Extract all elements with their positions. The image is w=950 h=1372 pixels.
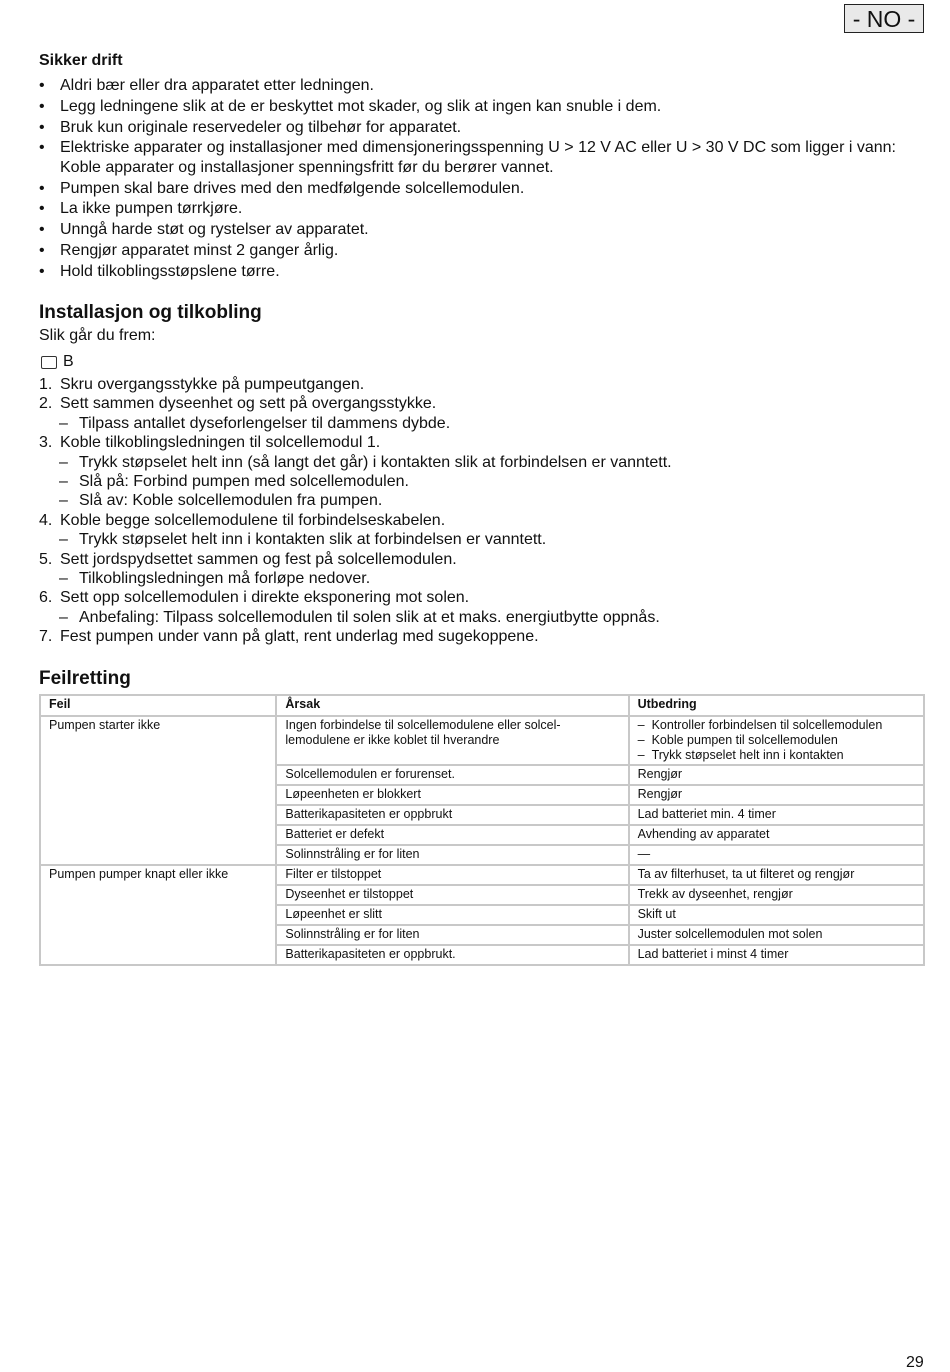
cause-cell: Solinnstråling er for liten [276, 845, 628, 865]
column-header: Årsak [276, 695, 628, 716]
step-number: 3. [39, 434, 53, 452]
safety-bullet-item: • Aldri bær eller dra apparatet etter ledningen. [39, 76, 909, 96]
safety-bullet-item: • La ikke pumpen tørrkjøre. [39, 199, 909, 219]
substep-text: Tilpass antallet dyseforlengelser til dammens dybde. [79, 414, 451, 432]
step-row [39, 511, 919, 530]
book-icon [41, 356, 57, 369]
safety-bullet-item: • Unngå harde støt og rystelser av apparatet. [39, 220, 909, 240]
safety-bullet-item: • Bruk kun originale reservedeler og tilbehør for apparatet. [39, 118, 909, 138]
substep-dash: – [59, 608, 68, 626]
substep-text: Trykk støpselet helt inn (så langt det går) i kontakten slik at forbindelsen er vanntett. [79, 453, 672, 471]
installation-step [39, 394, 919, 433]
remedy-cell: Juster solcellemodulen mot solen [629, 925, 924, 945]
step-substep [39, 472, 919, 491]
cause-cell: Ingen forbindelse til solcellemodulene eller solcel-lemodulene er ikke koblet til hverandre [276, 716, 628, 765]
installation-step [39, 375, 919, 394]
substep-dash: – [59, 414, 68, 432]
remedy-cell: Ta av filterhuset, ta ut filteret og rengjør [629, 865, 924, 885]
remedy-text: Koble pumpen til solcellemodulen [651, 733, 838, 747]
fault-cell: Pumpen pumper knapt eller ikke [40, 865, 276, 965]
remedy-cell: Trekk av dyseenhet, rengjør [629, 885, 924, 905]
remedy-dash: – [637, 748, 645, 762]
step-text: Sett sammen dyseenhet og sett på overgangsstykke. [60, 395, 437, 413]
safety-bullet-list [39, 76, 909, 283]
step-substep [39, 530, 919, 549]
troubleshooting-table [39, 694, 925, 966]
cause-cell: Batteriet er defekt [276, 825, 628, 845]
substep-text: Slå av: Koble solcellemodulen fra pumpen. [79, 492, 383, 510]
step-substep [39, 491, 919, 510]
step-number: 4. [39, 511, 53, 529]
safe-operation-heading: Sikker drift [39, 52, 123, 69]
step-row [39, 375, 919, 394]
step-number: 2. [39, 395, 53, 413]
step-number: 6. [39, 589, 53, 607]
step-substep [39, 453, 919, 472]
column-header: Feil [40, 695, 276, 716]
language-tag: - NO - [844, 4, 924, 33]
substep-dash: – [59, 492, 68, 510]
remedy-cell: Rengjør [629, 785, 924, 805]
page-number: 29 [906, 1354, 924, 1371]
installation-step [39, 511, 919, 550]
installation-step [39, 588, 919, 627]
installation-heading: Installasjon og tilkobling [39, 302, 262, 323]
step-substep [39, 569, 919, 588]
safety-bullet-item: • Hold tilkoblingsstøpslene tørre. [39, 262, 909, 282]
step-text: Fest pumpen under vann på glatt, rent underlag med sugekoppene. [60, 628, 539, 646]
safety-bullet-item: • Pumpen skal bare drives med den medfølgende solcellemodulen. [39, 179, 909, 199]
remedy-item [638, 748, 915, 763]
remedy-cell: — [629, 845, 924, 865]
table-row [40, 865, 924, 885]
remedy-text: Trykk støpselet helt inn i kontakten [651, 748, 844, 762]
step-row [39, 627, 919, 646]
cause-cell: Løpeenheten er blokkert [276, 785, 628, 805]
substep-dash: – [59, 473, 68, 491]
remedy-text: Kontroller forbindelsen til solcellemodulen [651, 718, 883, 732]
cause-cell: Filter er tilstoppet [276, 865, 628, 885]
step-row [39, 588, 919, 607]
cause-cell: Solcellemodulen er forurenset. [276, 765, 628, 785]
cause-cell: Batterikapasiteten er oppbrukt. [276, 945, 628, 965]
remedy-cell [629, 716, 924, 765]
table-row [40, 716, 924, 765]
step-substep [39, 414, 919, 433]
step-row [39, 394, 919, 413]
safety-bullet-item: • Rengjør apparatet minst 2 ganger årlig. [39, 241, 909, 261]
installation-intro: Slik går du frem: [39, 327, 156, 344]
substep-dash: – [59, 531, 68, 549]
column-header: Utbedring [629, 695, 924, 716]
installation-steps [39, 375, 919, 647]
remedy-dash: – [637, 733, 645, 747]
installation-step [39, 550, 919, 589]
step-number: 5. [39, 550, 53, 568]
cause-cell: Løpeenhet er slitt [276, 905, 628, 925]
step-row [39, 433, 919, 452]
step-text: Koble begge solcellemodulene til forbindelseskabelen. [60, 511, 446, 529]
remedy-item [638, 718, 915, 733]
substep-text: Trykk støpselet helt inn i kontakten slik at forbindelsen er vanntett. [79, 531, 547, 549]
step-text: Skru overgangsstykke på pumpeutgangen. [60, 376, 365, 393]
remedy-cell: Skift ut [629, 905, 924, 925]
installation-step [39, 627, 919, 646]
remedy-cell: Avhending av apparatet [629, 825, 924, 845]
safety-bullet-item: • Elektriske apparater og installasjoner med dimensjoneringsspenning U > 12 V AC eller U > 30 V DC som ligger i vann: Koble apparater og installasjoner spenningsfritt før du berører vannet. [39, 138, 909, 177]
installation-step [39, 433, 919, 511]
substep-text: Anbefaling: Tilpass solcellemodulen til solen slik at et maks. energiutbytte oppnås. [79, 608, 660, 626]
troubleshooting-heading: Feilretting [39, 668, 131, 689]
substep-text: Slå på: Forbind pumpen med solcellemodulen. [79, 473, 409, 491]
substep-dash: – [59, 453, 68, 471]
cause-cell: Solinnstråling er for liten [276, 925, 628, 945]
step-text: Sett opp solcellemodulen i direkte eksponering mot solen. [60, 589, 470, 607]
remedy-cell: Lad batteriet min. 4 timer [629, 805, 924, 825]
substep-dash: – [59, 570, 68, 588]
substep-text: Tilkoblingsledningen må forløpe nedover. [79, 570, 371, 588]
cause-cell: Dyseenhet er tilstoppet [276, 885, 628, 905]
step-text: Koble tilkoblingsledningen til solcellemodul 1. [60, 434, 381, 452]
remedy-cell: Rengjør [629, 765, 924, 785]
step-number: 7. [39, 628, 53, 646]
remedy-dash: – [637, 718, 645, 732]
remedy-item [638, 733, 915, 748]
step-text: Sett jordspydsettet sammen og fest på solcellemodulen. [60, 550, 457, 568]
safety-bullet-item: • Legg ledningene slik at de er beskyttet mot skader, og slik at ingen kan snuble i dem. [39, 97, 909, 117]
table-header-row [40, 695, 924, 716]
fault-cell: Pumpen starter ikke [40, 716, 276, 865]
step-number: 1. [39, 376, 53, 393]
figure-label: B [63, 353, 74, 370]
step-substep [39, 608, 919, 627]
remedy-cell: Lad batteriet i minst 4 timer [629, 945, 924, 965]
cause-cell: Batterikapasiteten er oppbrukt [276, 805, 628, 825]
figure-reference [41, 353, 74, 371]
step-row [39, 550, 919, 569]
